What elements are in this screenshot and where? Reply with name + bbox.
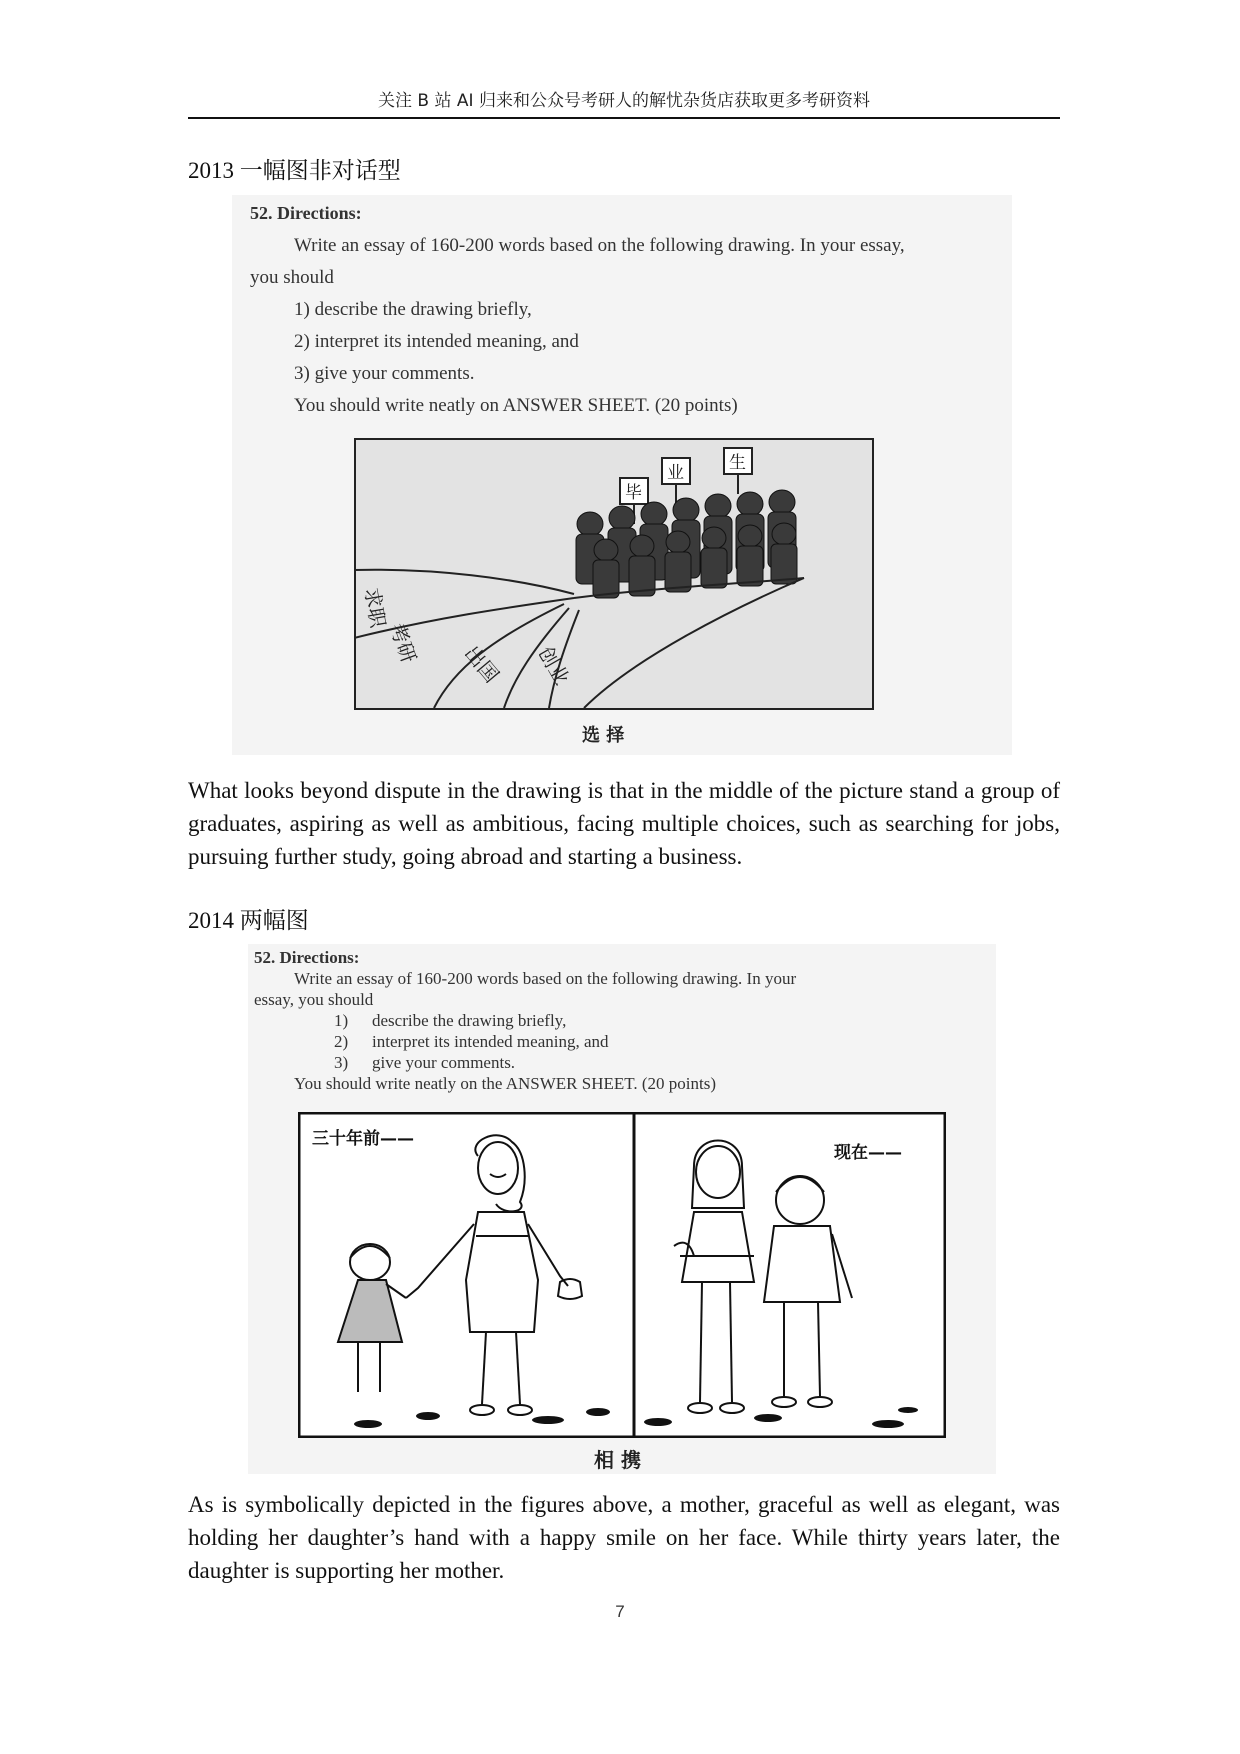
- cartoon-caption-choice: 选 择: [582, 725, 625, 746]
- graduates-choice-cartoon: [354, 438, 874, 710]
- directions-line: you should: [250, 267, 334, 288]
- directions-box-2013: [232, 195, 1012, 755]
- path-label-kaoyan: 考研: [384, 620, 422, 666]
- section-title-2014: 2014 两幅图: [188, 908, 309, 933]
- directions-line: essay, you should: [254, 990, 374, 1009]
- directions-heading: 52. Directions:: [254, 948, 360, 967]
- panel-label-past: 三十年前——: [312, 1129, 414, 1149]
- directions-item: 3) give your comments.: [294, 363, 475, 384]
- path-label-abroad: 出国: [459, 641, 504, 688]
- directions-item-num: 1): [334, 1011, 349, 1030]
- panel-label-now: 现在——: [834, 1143, 902, 1163]
- directions-item: 2) interpret its intended meaning, and: [294, 331, 579, 352]
- page-number: 7: [615, 1602, 625, 1621]
- svg-text:毕: 毕: [625, 483, 642, 503]
- directions-item: interpret its intended meaning, and: [372, 1032, 609, 1051]
- svg-text:生: 生: [729, 453, 746, 473]
- directions-heading: 52. Directions:: [250, 203, 362, 223]
- section-title-2013: 2013 一幅图非对话型: [188, 158, 401, 183]
- paragraph-2013: What looks beyond dispute in the drawing is that in the middle of the picture stand a group of graduates, aspiring as well as ambitious, facing multiple choices, such as searching for jobs, pursuing further study, going abroad and starting a business.: [188, 778, 1060, 869]
- header-rule: [188, 117, 1060, 119]
- directions-line: Write an essay of 160-200 words based on the following drawing. In your essay,: [294, 235, 905, 256]
- directions-final: You should write neatly on ANSWER SHEET. (20 points): [294, 395, 738, 416]
- directions-item-num: 3): [334, 1053, 349, 1072]
- page-header: 关注 B 站 AI 归来和公众号考研人的解忧杂货店获取更多考研资料: [378, 91, 870, 111]
- directions-item: give your comments.: [372, 1053, 516, 1072]
- path-label-job: 求职: [359, 585, 391, 630]
- svg-text:业: 业: [667, 463, 684, 483]
- mother-daughter-cartoon: [298, 1112, 946, 1438]
- directions-item-num: 2): [334, 1032, 349, 1051]
- directions-line: Write an essay of 160-200 words based on the following drawing. In your: [294, 969, 797, 988]
- directions-box-2014: [248, 944, 996, 1474]
- cartoon-caption-together: 相 携: [594, 1448, 641, 1472]
- directions-final: You should write neatly on the ANSWER SHEET. (20 points): [294, 1074, 716, 1093]
- path-label-startup: 创业: [533, 642, 575, 689]
- paragraph-2014: As is symbolically depicted in the figures above, a mother, graceful as well as elegant, was holding her daughter’s hand with a happy smile on her face. While thirty years later, the daughter is supporting her mother.: [188, 1492, 1060, 1583]
- directions-item: 1) describe the drawing briefly,: [294, 299, 532, 320]
- directions-item: describe the drawing briefly,: [372, 1011, 567, 1030]
